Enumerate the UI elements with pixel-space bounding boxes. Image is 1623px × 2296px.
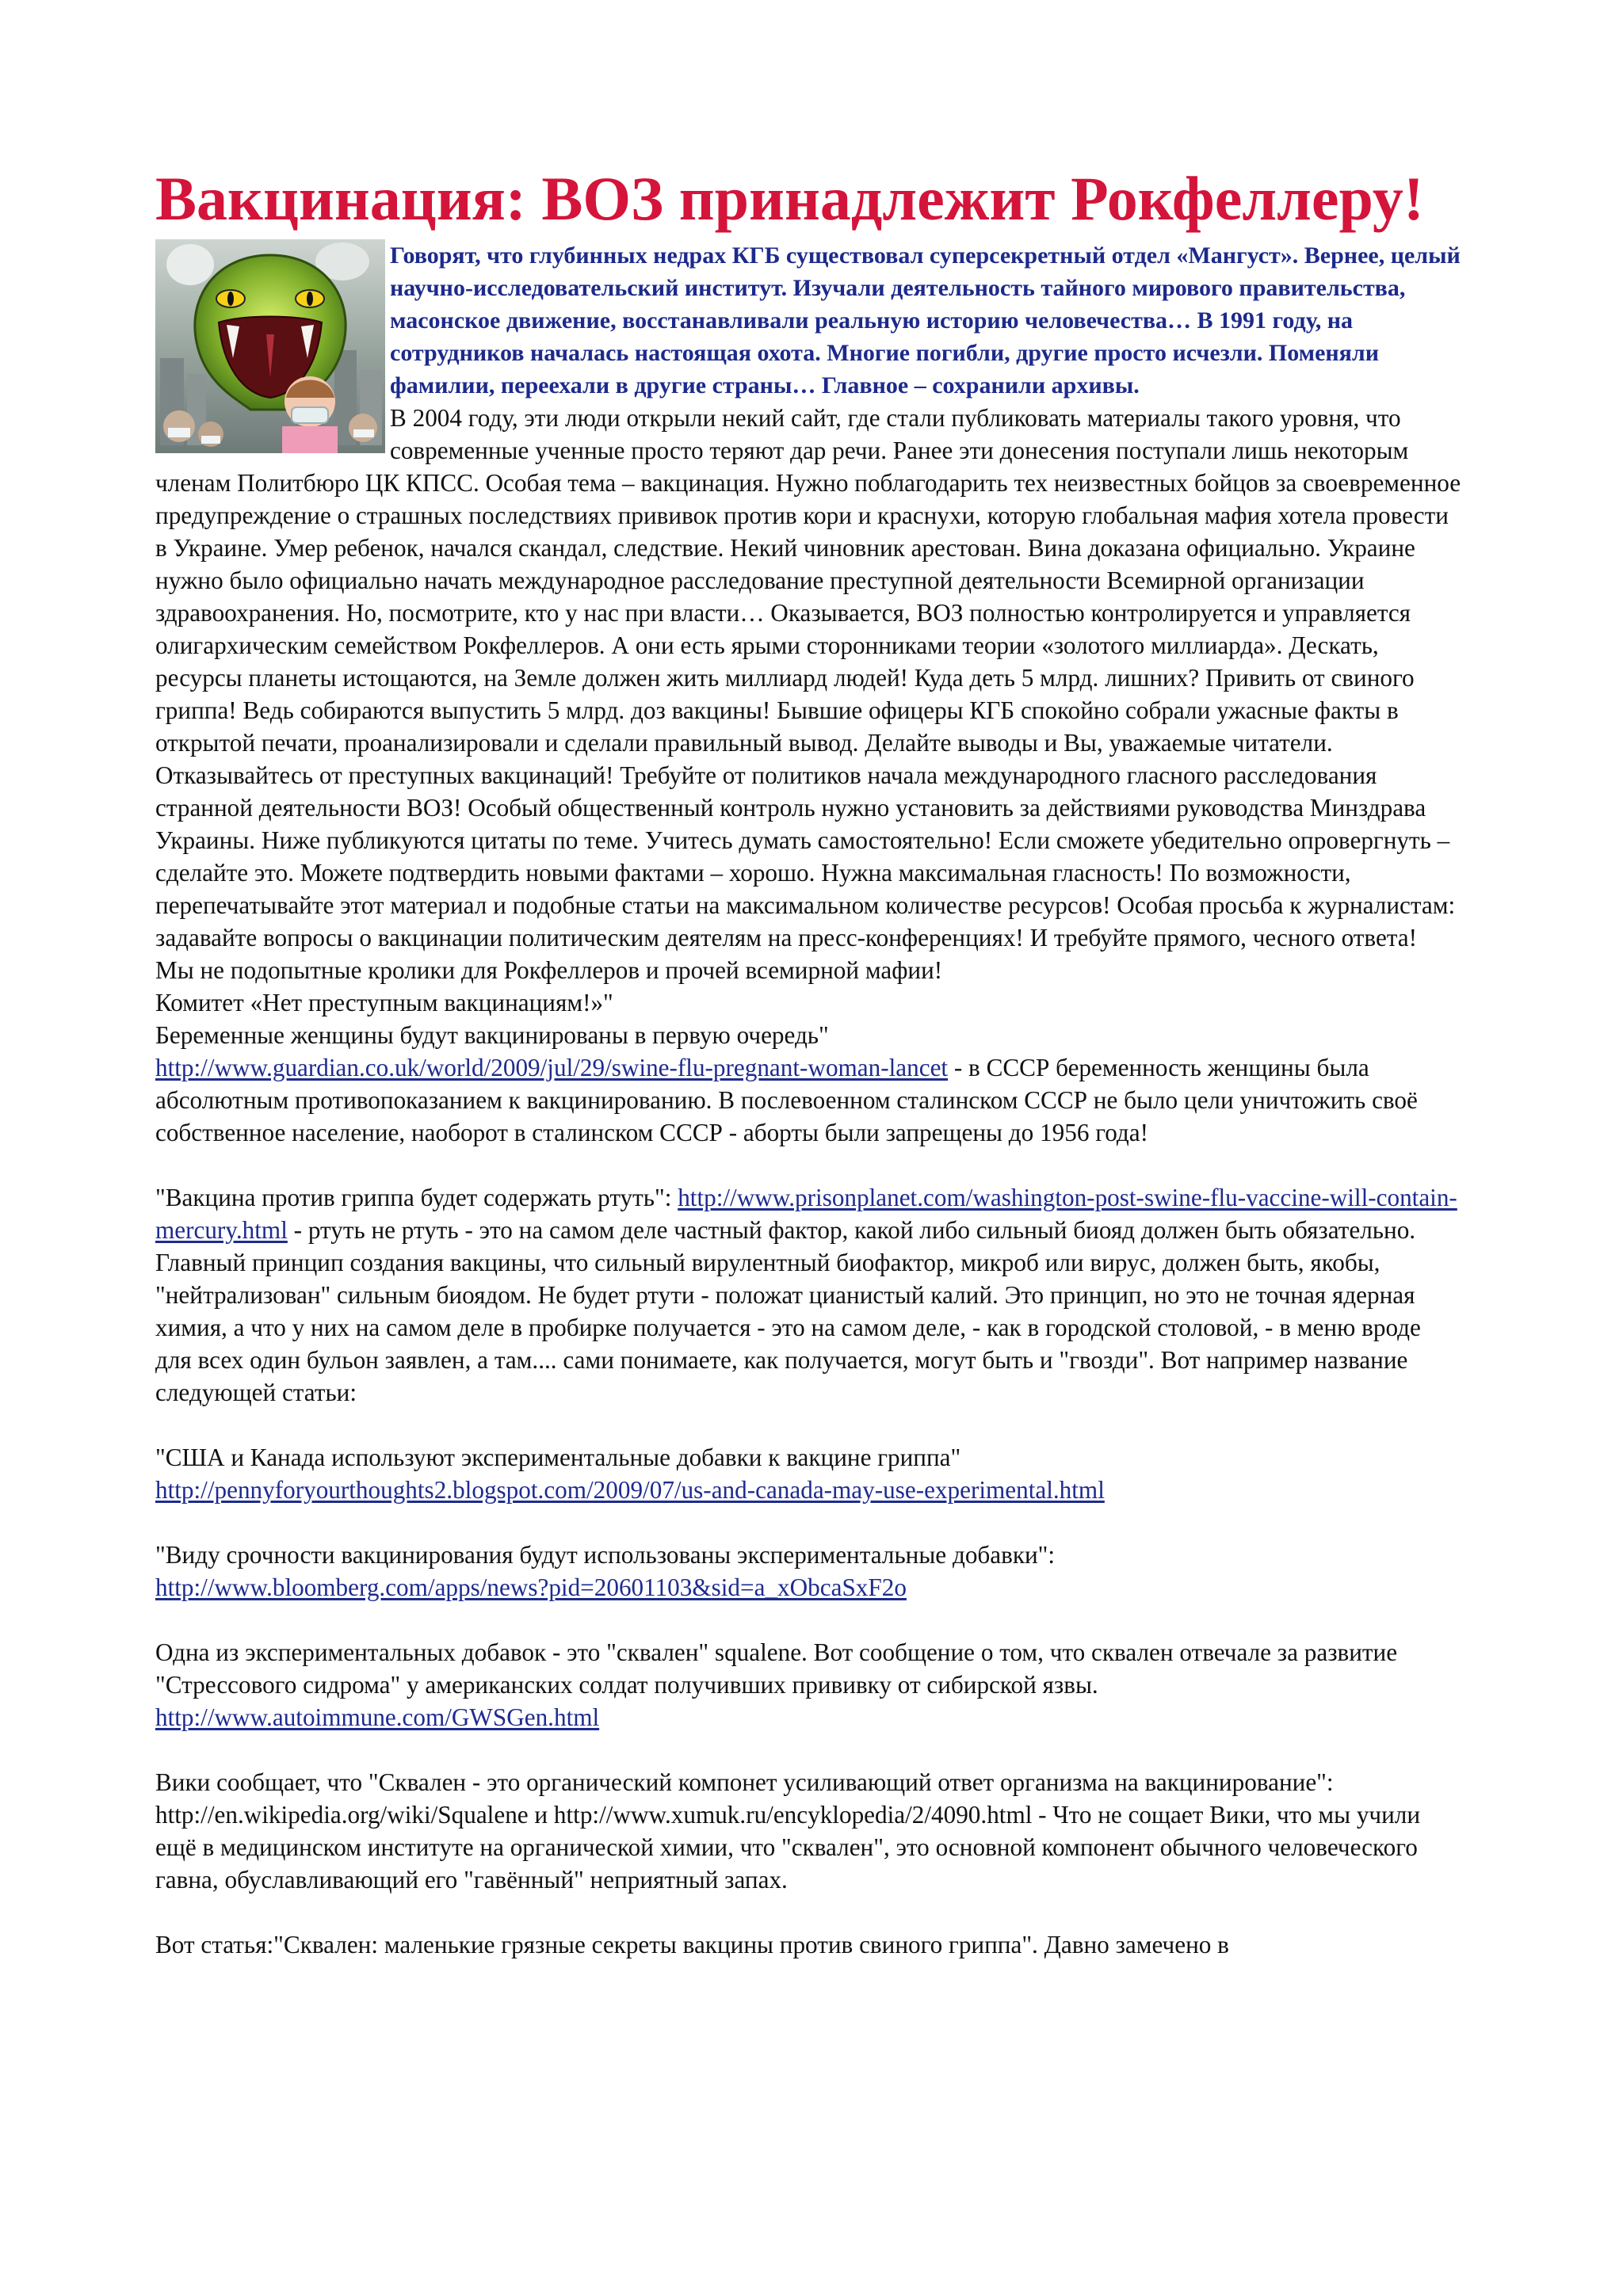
section-urgency-heading: "Виду срочности вакцинирования будут использованы экспериментальные добавки": xyxy=(155,1541,1056,1569)
section-mercury-text: - ртуть не ртуть - это на самом деле частный фактор, какой либо сильный биояд должен быть обязательно. Главный принцип создания вакцины, что сильный вирулентный биофактор, микроб или вирус, должен быть, якобы, "нейтрализован" сильным биоядом. Не будет ртути - положат цианистый калий. Это принцип, но это не точная ядерная химия, а что у них на самом деле в пробирке получается - это на самом деле, - как в городской столовой, - в меню вроде для всех один бульон заявлен, а там.... сами понимаете, как получается, могут быть и "гвозди". Вот например название следующей статьи: xyxy=(155,1216,1421,1406)
section-pregnant-heading: Беременные женщины будут вакцинированы в первую очередь" xyxy=(155,1021,829,1049)
article-illustration xyxy=(155,239,385,453)
section-mercury xyxy=(155,1181,1461,1409)
section-urgency-link-line xyxy=(155,1571,1461,1604)
article xyxy=(155,158,1461,1961)
snake-vaccine-illustration-icon xyxy=(155,239,385,453)
body-paragraph: В 2004 году, эти люди открыли некий сайт, где стали публиковать материалы такого уровня, что современные ученные просто теряют дар речи. Ранее эти донесения поступали лишь некоторым членам Политбюро ЦК КПСС. Особая тема – вакцинация. Нужно поблагодарить тех неизвестных бойцов за своевременное предупреждение о страшных последствиях прививок против кори и краснухи, которую глобальная мафия хотела провести в Украине. Умер ребенок, начался скандал, следствие. Некий чиновник арестован. Вина доказана официально. Украине нужно было официально начать международное расследование преступной деятельности Всемирной организации здравоохранения. Но, посмотрите, кто у нас при власти… Оказывается, ВОЗ полностью контролируется и управляется олигархическим семейством Рокфеллеров. А они есть ярыми сторонниками теории «золотого миллиарда». Дескать, ресурсы планеты истощаются, на Земле должен жить миллиард людей! Куда деть 5 млрд. лишних? Привить от свиного гриппа! Ведь собираются выпустить 5 млрд. доз вакцины! Бывшие офицеры КГБ спокойно собрали ужасные факты в открытой печати, проанализировали и сделали правильный вывод. Делайте выводы и Вы, уважаемые читатели. Отказывайтесь от преступных вакцинаций! Требуйте от политиков начала международного гласного расследования странной деятельности ВОЗ! Особый общественный контроль нужно установить за действиями руководства Минздрава Украины. Ниже публикуются цитаты по теме. Учитесь думать самостоятельно! Если сможете убедительно опровергнуть – сделайте это. Можете подтвердить новыми фактами – хорошо. Нужна максимальная гласность! По возможности, перепечатывайте этот материал и подобные статьи на максимальном количестве ресурсов! Особая просьба к журналистам: задавайте вопросы о вакцинации политическим деятелям на пресс-конференциях! И требуйте прямого, чесного ответа! Мы не подопытные кролики для Рокфеллеров и прочей всемирной мафии! xyxy=(155,404,1461,984)
article-title: Вакцинация: ВОЗ принадлежит Рокфеллеру! xyxy=(155,164,1424,233)
autoimmune-link[interactable]: http://www.autoimmune.com/GWSGen.html xyxy=(155,1703,600,1731)
section-pregnant xyxy=(155,1051,1461,1149)
section-squalene-text: Одна из экспериментальных добавок - это "сквален" squalene. Вот сообщение о том, что сквален отвечале за развитие "Стрессового сидрома" у американских солдат получивших прививку от сибирской язвы. xyxy=(155,1638,1398,1699)
section-wiki-text: Вики сообщает, что "Сквален - это органический компонет усиливающий ответ организма на вакцинирование": http://en.wikipedia.org/wiki/Squalene и http://www.xumuk.ru/encyklopedia/2/4090.html - Что не сощает Вики, что мы учили ещё в медицинском институте на органической химии, что "сквален", это основной компонент обычного человеческого гавна, обуславливающий его "гавённый" неприятный запах. xyxy=(155,1768,1421,1894)
prisonplanet-link[interactable]: http://www.prisonplanet.com/washington-post-swine-flu-vaccine-will-contain-mercury.html xyxy=(155,1184,1457,1244)
lead-paragraph: Говорят, что глубинных недрах КГБ существовал суперсекретный отдел «Мангуст». Вернее, целый научно-исследовательский институт. Изучали деятельность тайного мирового правительства, масонское движение, восстанавливали реальную историю человечества… В 1991 году, на сотрудников началась настоящая охота. Многие погибли, другие просто исчезли. Поменяли фамилии, переехали в другие страны… Главное – сохранили архивы. xyxy=(390,242,1461,399)
section-mercury-prefix: "Вакцина против гриппа будет содержать ртуть": xyxy=(155,1184,678,1211)
section-usa-canada-heading: "США и Канада используют экспериментальные добавки к вакцине гриппа" xyxy=(155,1444,961,1471)
bloomberg-link[interactable]: http://www.bloomberg.com/apps/news?pid=20601103&sid=a_xObcaSxF2o xyxy=(155,1573,907,1601)
committee-signature: Комитет «Нет преступным вакцинациям!»" xyxy=(155,989,613,1016)
section-squalene-link-line xyxy=(155,1701,1461,1733)
section-pregnant-text: - в СССР беременность женщины была абсолютным противопоказанием к вакцинированию. В послевоенном сталинском СССР не было цели уничтожить своё собственное население, наоборот в сталинском СССР - аборты были запрещены до 1956 года! xyxy=(155,1054,1418,1146)
section-article-text: Вот статья:"Сквален: маленькие грязные секреты вакцины против свиного гриппа". Давно замечено в xyxy=(155,1931,1229,1958)
pennyforyourthoughts-link[interactable]: http://pennyforyourthoughts2.blogspot.com/2009/07/us-and-canada-may-use-experimental.html xyxy=(155,1476,1105,1504)
guardian-link[interactable]: http://www.guardian.co.uk/world/2009/jul/29/swine-flu-pregnant-woman-lancet xyxy=(155,1054,949,1081)
section-usa-canada-link-line xyxy=(155,1474,1461,1506)
